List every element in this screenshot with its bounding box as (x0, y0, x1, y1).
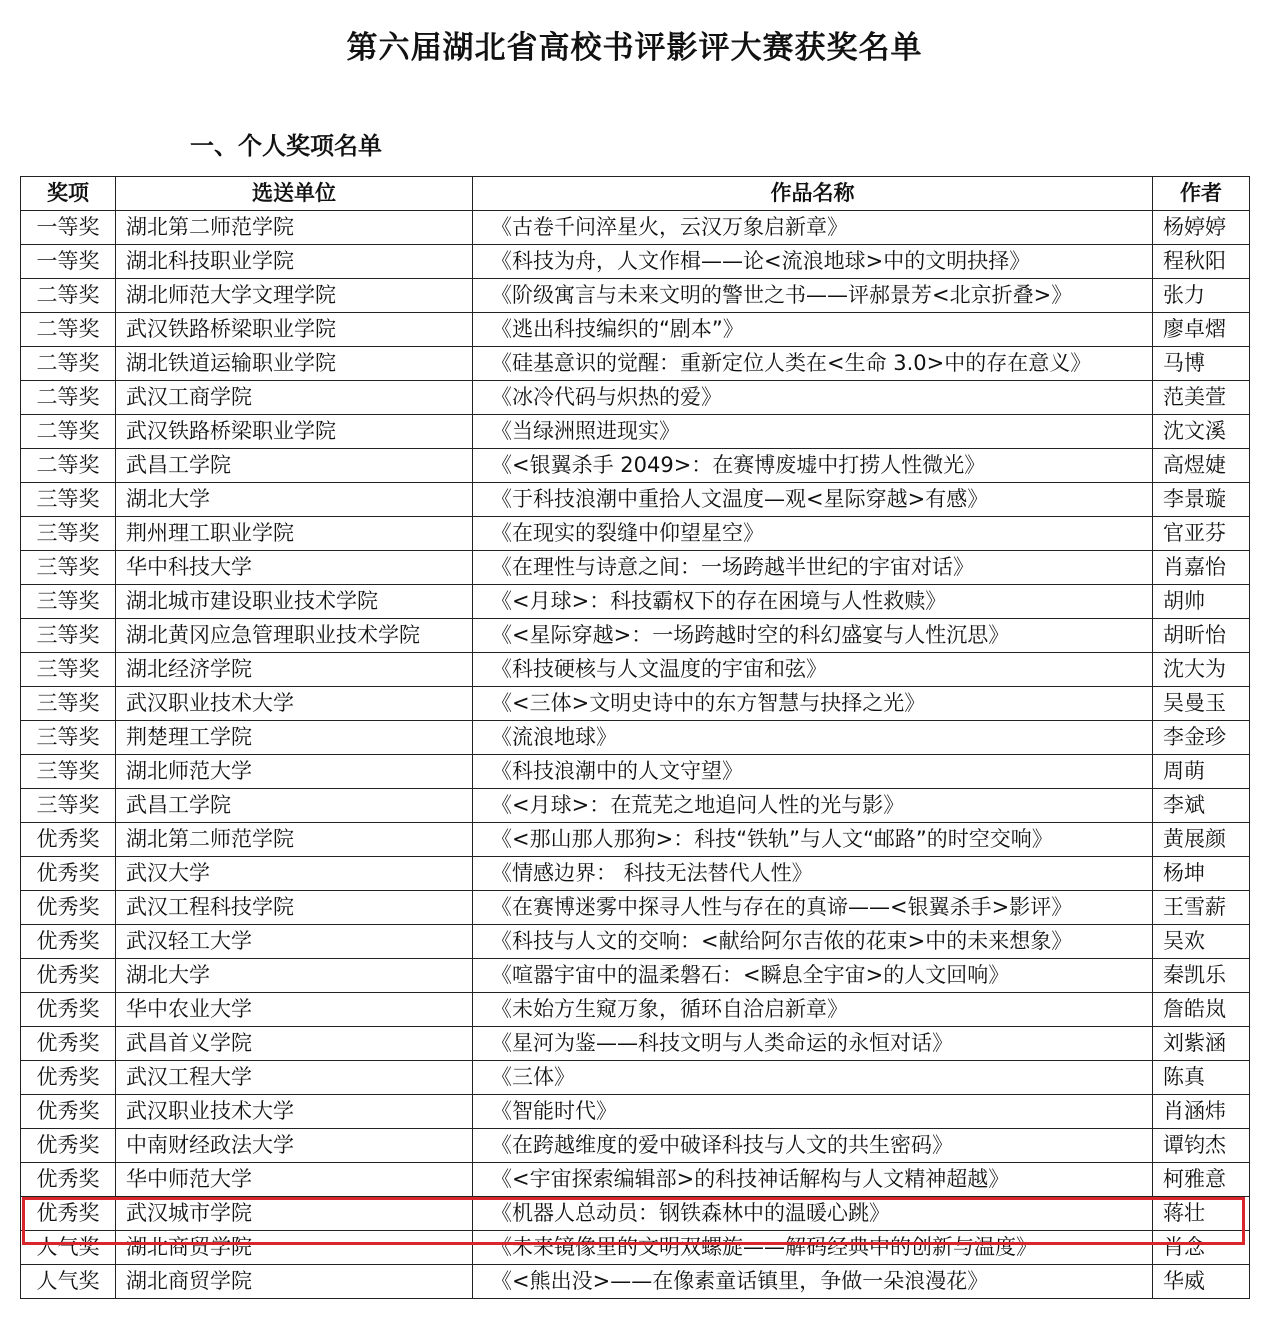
work-cell: 《<宇宙探索编辑部>的科技神话解构与人文精神超越》 (473, 1163, 1153, 1197)
work-cell: 《科技硬核与人文温度的宇宙和弦》 (473, 653, 1153, 687)
award-cell: 三等奖 (21, 517, 116, 551)
table-row (21, 1197, 1250, 1231)
table-row (21, 381, 1250, 415)
award-cell: 优秀奖 (21, 1163, 116, 1197)
unit-cell: 湖北商贸学院 (116, 1231, 473, 1265)
unit-cell: 中南财经政法大学 (116, 1129, 473, 1163)
unit-cell: 武汉大学 (116, 857, 473, 891)
author-cell: 肖涵炜 (1153, 1095, 1250, 1129)
author-cell: 沈大为 (1153, 653, 1250, 687)
table-row (21, 551, 1250, 585)
unit-cell: 湖北第二师范学院 (116, 823, 473, 857)
table-row (21, 245, 1250, 279)
work-cell: 《在现实的裂缝中仰望星空》 (473, 517, 1153, 551)
work-cell: 《科技与人文的交响：<献给阿尔吉侬的花束>中的未来想象》 (473, 925, 1153, 959)
work-cell: 《星河为鉴——科技文明与人类命运的永恒对话》 (473, 1027, 1153, 1061)
header-unit: 选送单位 (116, 177, 473, 211)
work-cell: 《阶级寓言与未来文明的警世之书——评郝景芳<北京折叠>》 (473, 279, 1153, 313)
author-cell: 杨坤 (1153, 857, 1250, 891)
table-row (21, 687, 1250, 721)
author-cell: 王雪薪 (1153, 891, 1250, 925)
author-cell: 肖嘉怡 (1153, 551, 1250, 585)
author-cell: 胡帅 (1153, 585, 1250, 619)
table-row (21, 279, 1250, 313)
author-cell: 李金珍 (1153, 721, 1250, 755)
author-cell: 李斌 (1153, 789, 1250, 823)
table-row (21, 1027, 1250, 1061)
unit-cell: 武汉工程大学 (116, 1061, 473, 1095)
award-cell: 优秀奖 (21, 1095, 116, 1129)
author-cell: 杨婷婷 (1153, 211, 1250, 245)
award-cell: 二等奖 (21, 347, 116, 381)
author-cell: 李景璇 (1153, 483, 1250, 517)
work-cell: 《古卷千问淬星火，云汉万象启新章》 (473, 211, 1153, 245)
award-cell: 优秀奖 (21, 993, 116, 1027)
unit-cell: 湖北铁道运输职业学院 (116, 347, 473, 381)
award-cell: 人气奖 (21, 1265, 116, 1299)
award-cell: 三等奖 (21, 789, 116, 823)
table-row (21, 585, 1250, 619)
unit-cell: 武昌工学院 (116, 449, 473, 483)
author-cell: 高煜婕 (1153, 449, 1250, 483)
work-cell: 《在赛博迷雾中探寻人性与存在的真谛——<银翼杀手>影评》 (473, 891, 1153, 925)
work-cell: 《<星际穿越>：一场跨越时空的科幻盛宴与人性沉思》 (473, 619, 1153, 653)
award-cell: 三等奖 (21, 721, 116, 755)
table-row (21, 721, 1250, 755)
table-row (21, 415, 1250, 449)
unit-cell: 武汉工商学院 (116, 381, 473, 415)
award-cell: 优秀奖 (21, 823, 116, 857)
work-cell: 《智能时代》 (473, 1095, 1153, 1129)
unit-cell: 湖北科技职业学院 (116, 245, 473, 279)
table-row (21, 857, 1250, 891)
table-row (21, 1129, 1250, 1163)
table-row (21, 347, 1250, 381)
award-cell: 三等奖 (21, 687, 116, 721)
award-table (20, 176, 1250, 1299)
work-cell: 《冰冷代码与炽热的爱》 (473, 381, 1153, 415)
work-cell: 《情感边界： 科技无法替代人性》 (473, 857, 1153, 891)
award-cell: 一等奖 (21, 211, 116, 245)
work-cell: 《科技为舟，人文作楫——论<流浪地球>中的文明抉择》 (473, 245, 1153, 279)
award-cell: 优秀奖 (21, 891, 116, 925)
award-cell: 三等奖 (21, 755, 116, 789)
work-cell: 《三体》 (473, 1061, 1153, 1095)
unit-cell: 华中师范大学 (116, 1163, 473, 1197)
award-cell: 三等奖 (21, 483, 116, 517)
award-cell: 优秀奖 (21, 1129, 116, 1163)
table-row (21, 211, 1250, 245)
unit-cell: 华中科技大学 (116, 551, 473, 585)
author-cell: 刘紫涵 (1153, 1027, 1250, 1061)
author-cell: 廖卓熠 (1153, 313, 1250, 347)
work-cell: 《机器人总动员：钢铁森林中的温暖心跳》 (473, 1197, 1153, 1231)
unit-cell: 湖北商贸学院 (116, 1265, 473, 1299)
work-cell: 《未来镜像里的文明双螺旋——解码经典中的创新与温度》 (473, 1231, 1153, 1265)
unit-cell: 湖北大学 (116, 959, 473, 993)
table-row (21, 1231, 1250, 1265)
table-row (21, 993, 1250, 1027)
work-cell: 《科技浪潮中的人文守望》 (473, 755, 1153, 789)
author-cell: 秦凯乐 (1153, 959, 1250, 993)
author-cell: 华威 (1153, 1265, 1250, 1299)
award-cell: 优秀奖 (21, 1061, 116, 1095)
author-cell: 蒋壮 (1153, 1197, 1250, 1231)
award-cell: 二等奖 (21, 279, 116, 313)
table-row (21, 755, 1250, 789)
author-cell: 吴欢 (1153, 925, 1250, 959)
award-cell: 三等奖 (21, 585, 116, 619)
author-cell: 周萌 (1153, 755, 1250, 789)
header-work: 作品名称 (473, 177, 1153, 211)
work-cell: 《硅基意识的觉醒：重新定位人类在<生命 3.0>中的存在意义》 (473, 347, 1153, 381)
table-row (21, 1095, 1250, 1129)
work-cell: 《在跨越维度的爱中破译科技与人文的共生密码》 (473, 1129, 1153, 1163)
unit-cell: 湖北大学 (116, 483, 473, 517)
award-cell: 二等奖 (21, 415, 116, 449)
award-cell: 二等奖 (21, 449, 116, 483)
author-cell: 陈真 (1153, 1061, 1250, 1095)
unit-cell: 武汉铁路桥梁职业学院 (116, 415, 473, 449)
unit-cell: 武昌工学院 (116, 789, 473, 823)
author-cell: 肖念 (1153, 1231, 1250, 1265)
header-author: 作者 (1153, 177, 1250, 211)
award-cell: 三等奖 (21, 619, 116, 653)
author-cell: 黄展颜 (1153, 823, 1250, 857)
unit-cell: 武汉铁路桥梁职业学院 (116, 313, 473, 347)
unit-cell: 武汉轻工大学 (116, 925, 473, 959)
unit-cell: 湖北师范大学文理学院 (116, 279, 473, 313)
work-cell: 《<熊出没>——在像素童话镇里，争做一朵浪漫花》 (473, 1265, 1153, 1299)
unit-cell: 武汉城市学院 (116, 1197, 473, 1231)
table-row (21, 1163, 1250, 1197)
unit-cell: 华中农业大学 (116, 993, 473, 1027)
table-row (21, 313, 1250, 347)
table-row (21, 789, 1250, 823)
award-cell: 二等奖 (21, 313, 116, 347)
table-row (21, 619, 1250, 653)
author-cell: 官亚芬 (1153, 517, 1250, 551)
table-row (21, 925, 1250, 959)
table-row (21, 483, 1250, 517)
unit-cell: 湖北经济学院 (116, 653, 473, 687)
award-cell: 三等奖 (21, 653, 116, 687)
unit-cell: 湖北黄冈应急管理职业技术学院 (116, 619, 473, 653)
unit-cell: 湖北师范大学 (116, 755, 473, 789)
table-row (21, 891, 1250, 925)
award-cell: 一等奖 (21, 245, 116, 279)
table-row (21, 517, 1250, 551)
award-cell: 人气奖 (21, 1231, 116, 1265)
work-cell: 《逃出科技编织的“剧本”》 (473, 313, 1153, 347)
table-row (21, 959, 1250, 993)
work-cell: 《喧嚣宇宙中的温柔磐石：<瞬息全宇宙>的人文回响》 (473, 959, 1153, 993)
unit-cell: 荆楚理工学院 (116, 721, 473, 755)
unit-cell: 荆州理工职业学院 (116, 517, 473, 551)
award-cell: 二等奖 (21, 381, 116, 415)
section-title: 一、个人奖项名单 (190, 132, 382, 160)
work-cell: 《在理性与诗意之间：一场跨越半世纪的宇宙对话》 (473, 551, 1153, 585)
work-cell: 《于科技浪潮中重拾人文温度—观<星际穿越>有感》 (473, 483, 1153, 517)
author-cell: 范美萱 (1153, 381, 1250, 415)
work-cell: 《<月球>：科技霸权下的存在困境与人性救赎》 (473, 585, 1153, 619)
work-cell: 《<银翼杀手 2049>：在赛博废墟中打捞人性微光》 (473, 449, 1153, 483)
table-header-row (21, 177, 1250, 211)
work-cell: 《未始方生窥万象，循环自洽启新章》 (473, 993, 1153, 1027)
table-row (21, 823, 1250, 857)
unit-cell: 湖北第二师范学院 (116, 211, 473, 245)
work-cell: 《<三体>文明史诗中的东方智慧与抉择之光》 (473, 687, 1153, 721)
table-row (21, 449, 1250, 483)
author-cell: 谭钧杰 (1153, 1129, 1250, 1163)
header-award: 奖项 (21, 177, 116, 211)
award-cell: 优秀奖 (21, 1027, 116, 1061)
author-cell: 沈文溪 (1153, 415, 1250, 449)
work-cell: 《<月球>：在荒芜之地追问人性的光与影》 (473, 789, 1153, 823)
author-cell: 张力 (1153, 279, 1250, 313)
unit-cell: 武汉职业技术大学 (116, 687, 473, 721)
author-cell: 程秋阳 (1153, 245, 1250, 279)
table-row (21, 1061, 1250, 1095)
author-cell: 胡昕怡 (1153, 619, 1250, 653)
award-cell: 优秀奖 (21, 959, 116, 993)
page-title: 第六届湖北省高校书评影评大赛获奖名单 (346, 30, 923, 66)
work-cell: 《当绿洲照进现实》 (473, 415, 1153, 449)
unit-cell: 武昌首义学院 (116, 1027, 473, 1061)
unit-cell: 武汉职业技术大学 (116, 1095, 473, 1129)
author-cell: 詹皓岚 (1153, 993, 1250, 1027)
award-cell: 三等奖 (21, 551, 116, 585)
table-row (21, 1265, 1250, 1299)
unit-cell: 湖北城市建设职业技术学院 (116, 585, 473, 619)
award-cell: 优秀奖 (21, 857, 116, 891)
work-cell: 《流浪地球》 (473, 721, 1153, 755)
award-cell: 优秀奖 (21, 1197, 116, 1231)
author-cell: 吴曼玉 (1153, 687, 1250, 721)
unit-cell: 武汉工程科技学院 (116, 891, 473, 925)
author-cell: 柯雅意 (1153, 1163, 1250, 1197)
award-cell: 优秀奖 (21, 925, 116, 959)
author-cell: 马博 (1153, 347, 1250, 381)
table-row (21, 653, 1250, 687)
work-cell: 《<那山那人那狗>：科技“铁轨”与人文“邮路”的时空交响》 (473, 823, 1153, 857)
